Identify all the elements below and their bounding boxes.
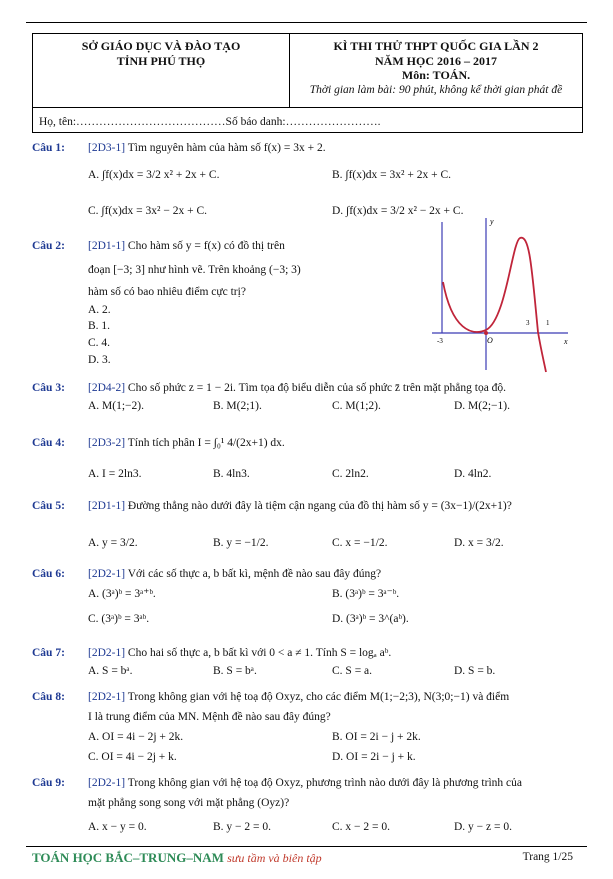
question-tag: [2D2-1] bbox=[88, 691, 126, 703]
question-3 bbox=[32, 380, 506, 397]
question-text: Đường thẳng nào dưới đây là tiệm cận ngang của đồ thị hàm số y = (3x−1)/(2x+1)? bbox=[127, 500, 512, 512]
question-text-line1: Trong không gian với hệ toạ độ Oxyz, cho các điểm M(1;−2;3), N(3;0;−1) và điểm bbox=[127, 691, 510, 703]
origin-point bbox=[484, 331, 488, 335]
footer-brand bbox=[32, 850, 322, 866]
footer-rule bbox=[26, 846, 587, 847]
q7-option-a: A. S = bᵃ. bbox=[88, 665, 133, 677]
question-9-line2: mặt phẳng song song với mặt phẳng (Oyz)? bbox=[88, 797, 290, 809]
q3-option-d: D. M(2;−1). bbox=[454, 400, 510, 412]
q6-option-b: B. (3ᵃ)ᵇ = 3ᵃ⁻ᵇ. bbox=[332, 588, 400, 600]
question-tag: [2D1-1] bbox=[88, 500, 126, 512]
question-text: Tính tích phân I = ∫₀¹ 4/(2x+1) dx. bbox=[127, 437, 285, 449]
top-rule bbox=[26, 22, 587, 23]
question-1 bbox=[32, 140, 326, 157]
q5-option-c: C. x = −1/2. bbox=[332, 537, 388, 549]
question-tag: [2D1-1] bbox=[88, 240, 126, 252]
question-tag: [2D3-2] bbox=[88, 437, 126, 449]
question-4 bbox=[32, 435, 285, 452]
q5-option-a: A. y = 3/2. bbox=[88, 537, 138, 549]
question-tag: [2D4-2] bbox=[88, 382, 126, 394]
q5-option-d: D. x = 3/2. bbox=[454, 537, 504, 549]
label-1: 1 bbox=[546, 319, 550, 327]
q2-option-b: B. 1. bbox=[88, 320, 111, 332]
question-text: Tìm nguyên hàm của hàm số f(x) = 3x + 2. bbox=[127, 142, 326, 154]
question-tag: [2D2-1] bbox=[88, 777, 126, 789]
q4-option-a: A. I = 2ln3. bbox=[88, 468, 142, 480]
question-2 bbox=[32, 238, 285, 255]
q1-option-c: C. ∫f(x)dx = 3x² − 2x + C. bbox=[88, 205, 208, 217]
q3-option-a: A. M(1;−2). bbox=[88, 400, 144, 412]
question-number: Câu 8: bbox=[32, 691, 65, 703]
x-label: x bbox=[564, 337, 568, 346]
question-number: Câu 4: bbox=[32, 437, 65, 449]
function-graph bbox=[428, 212, 576, 374]
q9-option-d: D. y − z = 0. bbox=[454, 821, 513, 833]
q3-option-b: B. M(2;1). bbox=[213, 400, 262, 412]
function-curve bbox=[443, 238, 546, 372]
q8-option-d: D. OI = 2i − j + k. bbox=[332, 751, 416, 763]
q2-option-a: A. 2. bbox=[88, 304, 111, 316]
exam-info-block bbox=[290, 39, 582, 97]
question-number: Câu 3: bbox=[32, 382, 65, 394]
question-text: Với các số thực a, b bất kì, mệnh đề nào sau đây đúng? bbox=[127, 568, 382, 580]
subject: Môn: TOÁN. bbox=[401, 68, 471, 82]
origin-label: O bbox=[487, 336, 493, 345]
q2-option-c: C. 4. bbox=[88, 337, 111, 349]
province-name: TỈNH PHÚ THỌ bbox=[116, 54, 206, 68]
brand-tagline: sưu tầm và biên tập bbox=[227, 851, 322, 865]
question-8-line2: I là trung điểm của MN. Mệnh đề nào sau đây đúng? bbox=[88, 711, 331, 723]
q9-option-b: B. y − 2 = 0. bbox=[213, 821, 272, 833]
question-text: Cho số phức z = 1 − 2i. Tìm tọa độ biểu diễn của số phức z̄ trên mặt phẳng tọa độ. bbox=[127, 382, 507, 394]
q6-option-a: A. (3ᵃ)ᵇ = 3ᵃ⁺ᵇ. bbox=[88, 588, 156, 600]
y-label: y bbox=[490, 217, 494, 226]
page-number: Trang 1/25 bbox=[522, 851, 573, 863]
label-3: 3 bbox=[526, 319, 530, 327]
question-number: Câu 5: bbox=[32, 500, 65, 512]
q8-option-a: A. OI = 4i − 2j + 2k. bbox=[88, 731, 184, 743]
question-2-line3: hàm số có bao nhiêu điểm cực trị? bbox=[88, 286, 246, 298]
time-limit: Thời gian làm bài: 90 phút, không kể thời gian phát đề bbox=[309, 83, 563, 96]
q7-option-d: D. S = b. bbox=[454, 665, 496, 677]
exam-header bbox=[32, 33, 583, 133]
student-info-line: Họ, tên:…………………………………Số báo danh:……………………. bbox=[39, 116, 381, 128]
q8-option-b: B. OI = 2i − j + 2k. bbox=[332, 731, 421, 743]
question-7 bbox=[32, 645, 391, 662]
question-tag: [2D2-1] bbox=[88, 568, 126, 580]
question-9 bbox=[32, 775, 522, 792]
question-number: Câu 9: bbox=[32, 777, 65, 789]
label-neg3: -3 bbox=[437, 337, 443, 345]
q3-option-c: C. M(1;2). bbox=[332, 400, 381, 412]
question-text: Cho hai số thực a, b bất kì với 0 < a ≠ 1. Tính S = logₐ aᵇ. bbox=[127, 647, 392, 659]
q6-option-c: C. (3ᵃ)ᵇ = 3ᵃᵇ. bbox=[88, 613, 150, 625]
department-block bbox=[33, 39, 289, 69]
q4-option-c: C. 2ln2. bbox=[332, 468, 369, 480]
q1-option-b: B. ∫f(x)dx = 3x² + 2x + C. bbox=[332, 169, 452, 181]
school-year: NĂM HỌC 2016 – 2017 bbox=[375, 53, 497, 68]
q4-option-d: D. 4ln2. bbox=[454, 468, 492, 480]
q5-option-b: B. y = −1/2. bbox=[213, 537, 269, 549]
question-5 bbox=[32, 498, 512, 515]
question-8 bbox=[32, 689, 509, 706]
question-text-line1: Cho hàm số y = f(x) có đồ thị trên bbox=[127, 240, 285, 252]
header-divider-horizontal bbox=[33, 107, 582, 108]
question-number: Câu 2: bbox=[32, 240, 65, 252]
q1-option-a: A. ∫f(x)dx = 3/2 x² + 2x + C. bbox=[88, 169, 220, 181]
question-2-line2: đoạn [−3; 3] như hình vẽ. Trên khoảng (−3; 3) bbox=[88, 264, 301, 276]
q7-option-b: B. S = bᵃ. bbox=[213, 665, 257, 677]
question-tag: [2D2-1] bbox=[88, 647, 126, 659]
q1-option-d: D. ∫f(x)dx = 3/2 x² − 2x + C. bbox=[332, 205, 464, 217]
q6-option-d: D. (3ᵃ)ᵇ = 3^(aᵇ). bbox=[332, 613, 409, 625]
q4-option-b: B. 4ln3. bbox=[213, 468, 250, 480]
exam-title: KÌ THI THỬ THPT QUỐC GIA LẦN 2 bbox=[333, 39, 539, 53]
department-name: SỞ GIÁO DỤC VÀ ĐÀO TẠO bbox=[81, 39, 241, 53]
q7-option-c: C. S = a. bbox=[332, 665, 373, 677]
question-text-line1: Trong không gian với hệ toạ độ Oxyz, phương trình nào dưới đây là phương trình của bbox=[127, 777, 522, 789]
question-number: Câu 7: bbox=[32, 647, 65, 659]
question-tag: [2D3-1] bbox=[88, 142, 126, 154]
q2-option-d: D. 3. bbox=[88, 354, 111, 366]
q9-option-a: A. x − y = 0. bbox=[88, 821, 147, 833]
question-number: Câu 6: bbox=[32, 568, 65, 580]
brand-name: TOÁN HỌC BẮC–TRUNG–NAM bbox=[32, 850, 224, 865]
q9-option-c: C. x − 2 = 0. bbox=[332, 821, 391, 833]
question-6 bbox=[32, 566, 381, 583]
question-number: Câu 1: bbox=[32, 142, 65, 154]
q8-option-c: C. OI = 4i − 2j + k. bbox=[88, 751, 177, 763]
